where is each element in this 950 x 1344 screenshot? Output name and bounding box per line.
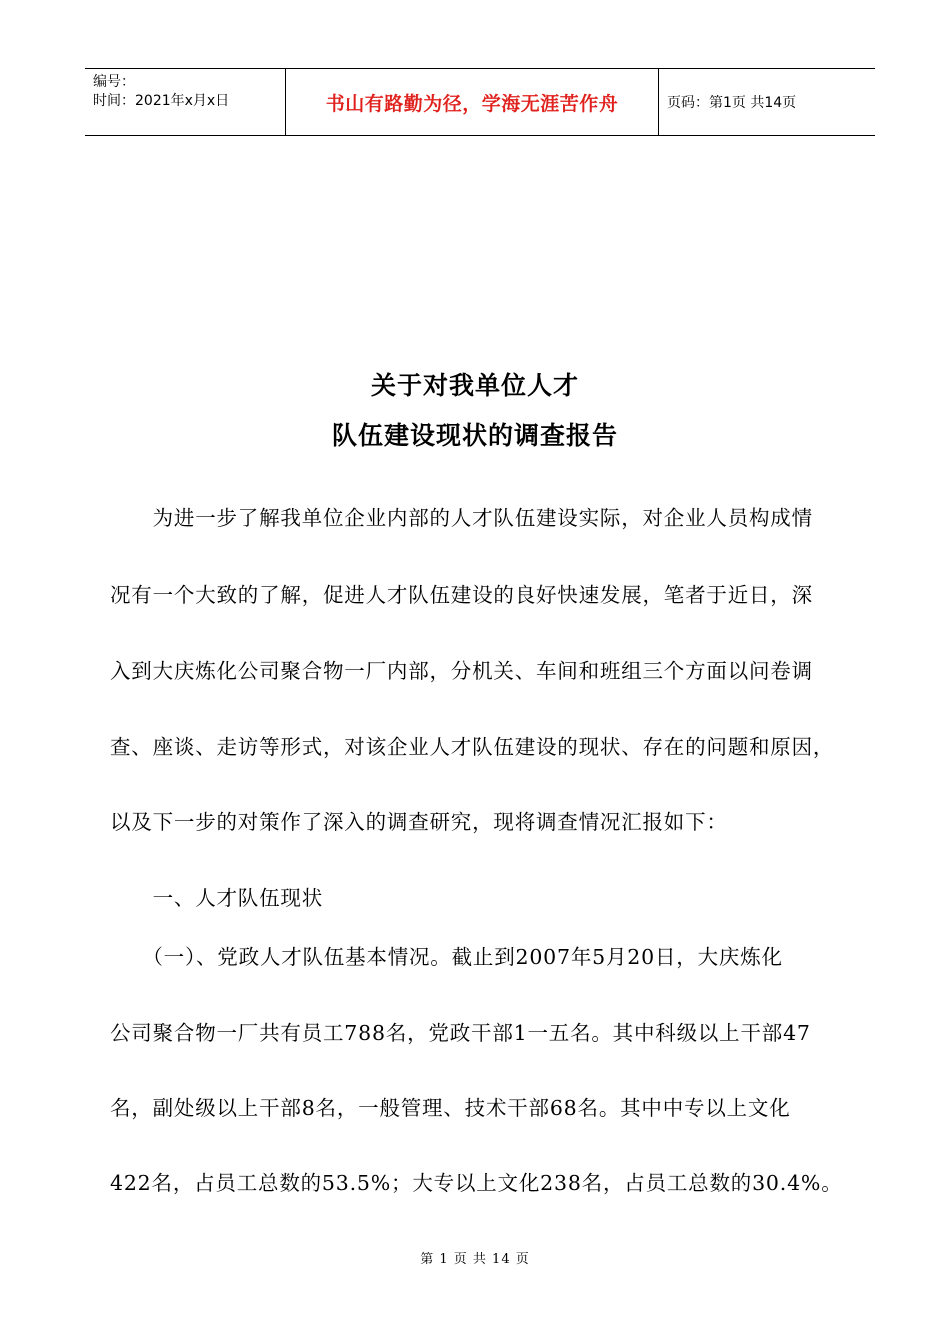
page-footer: 第 1 页 共 14 页 [420,1252,530,1267]
body-line: 名，副处级以上干部8名，一般管理、技术干部68名。其中中专以上文化 [110,1096,791,1120]
header-motto-cell [286,69,659,135]
section-heading: 一、人才队伍现状 [110,886,323,910]
body-line: （一）、党政人才队伍基本情况。截止到2007年5月20日，大庆炼化 [110,945,783,969]
report-title-line-2: 队伍建设现状的调查报告 [331,421,618,450]
body-line: 以及下一步的对策作了深入的调查研究，现将调查情况汇报如下： [110,810,728,834]
body-line: 况有一个大致的了解，促进人才队伍建设的良好快速发展，笔者于近日，深 [110,583,813,607]
header-meta-cell [85,69,286,135]
time-label: 时间：2021年x月x日 [93,93,230,109]
body-line: 查、座谈、走访等形式，对该企业人才队伍建设的现状、存在的问题和原因， [110,735,835,759]
number-label: 编号： [93,74,135,90]
body-line: 422名，占员工总数的53.5%；大专以上文化238名，占员工总数的30.4%。 [110,1171,843,1195]
document-header [85,68,875,136]
body-line: 入到大庆炼化公司聚合物一厂内部，分机关、车间和班组三个方面以问卷调 [110,659,813,683]
page-label: 页码：第1页 共14页 [667,95,797,111]
report-title-line-1: 关于对我单位人才 [370,371,579,400]
body-line: 公司聚合物一厂共有员工788名，党政干部1一五名。其中科级以上干部47 [110,1021,811,1045]
header-page-cell [659,69,875,135]
body-line: 为进一步了解我单位企业内部的人才队伍建设实际，对企业人员构成情 [110,506,813,530]
motto-text: 书山有路勤为径，学海无涯苦作舟 [325,92,619,115]
